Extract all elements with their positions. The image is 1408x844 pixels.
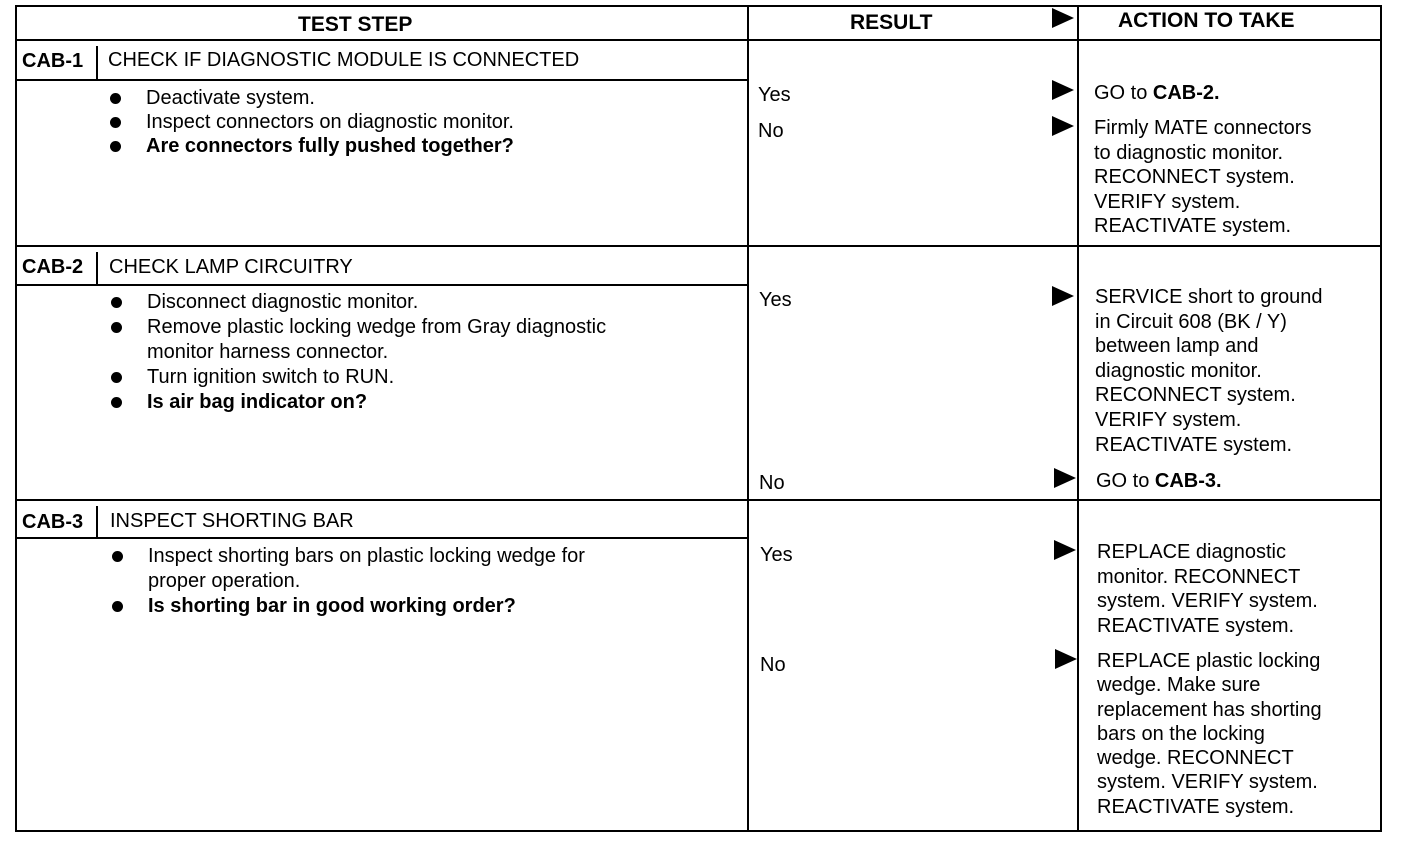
step-title-underline <box>15 79 747 81</box>
step-question: Is shorting bar in good working order? <box>148 595 516 617</box>
result-label: No <box>759 472 785 494</box>
step-title: INSPECT SHORTING BAR <box>110 510 354 532</box>
arrow-icon <box>1054 468 1076 488</box>
action-text: REPLACE plastic locking wedge. Make sure replacement has shorting bars on the locking wedge. RECONNECT system. VERIFY system. REACTIVATE system. <box>1097 650 1322 818</box>
header-divider <box>15 39 1382 41</box>
result-label: No <box>760 654 786 676</box>
step-question: Are connectors fully pushed together? <box>146 135 514 157</box>
step-instruction: Remove plastic locking wedge from Gray diagnostic monitor harness connector. <box>147 316 607 363</box>
step-id-separator <box>96 46 98 80</box>
row-divider-cab2 <box>15 499 1382 501</box>
step-title: CHECK LAMP CIRCUITRY <box>109 256 353 278</box>
step-instruction: Disconnect diagnostic monitor. <box>147 291 419 313</box>
arrow-icon <box>1052 116 1074 136</box>
step-instruction: Inspect connectors on diagnostic monitor. <box>146 111 514 133</box>
action-text: GO to CAB-2. <box>1094 82 1220 104</box>
bullet-icon <box>110 117 121 128</box>
result-label: Yes <box>758 84 791 106</box>
step-question: Is air bag indicator on? <box>147 391 368 413</box>
bullet-icon <box>112 601 123 612</box>
action-text: SERVICE short to ground in Circuit 608 (BK / Y) between lamp and diagnostic monitor. RECONNECT system. VERIFY system. REACTIVATE system. <box>1095 286 1323 456</box>
header-action: ACTION TO TAKE <box>1118 9 1295 32</box>
arrow-icon <box>1055 649 1077 669</box>
header-result: RESULT <box>850 11 933 34</box>
result-label: No <box>758 120 784 142</box>
step-id: CAB-2 <box>22 256 84 278</box>
action-text: Firmly MATE connectors to diagnostic monitor. RECONNECT system. VERIFY system. REACTIVATE system. <box>1094 117 1312 237</box>
action-text: GO to CAB-3. <box>1096 470 1222 492</box>
result-label: Yes <box>759 289 792 311</box>
step-instruction: Inspect shorting bars on plastic locking wedge for proper operation. <box>148 545 585 592</box>
row-divider-cab1 <box>15 245 1382 247</box>
bullet-icon <box>111 397 122 408</box>
step-id: CAB-3 <box>22 511 84 533</box>
step-title: CHECK IF DIAGNOSTIC MODULE IS CONNECTED <box>108 49 580 71</box>
column-divider-test-result <box>747 5 749 832</box>
bullet-icon <box>111 322 122 333</box>
arrow-icon <box>1054 540 1076 560</box>
bullet-icon <box>111 297 122 308</box>
result-label: Yes <box>760 544 793 566</box>
step-id-separator <box>96 506 98 538</box>
bullet-icon <box>111 372 122 383</box>
step-title-underline <box>15 284 747 286</box>
step-instruction: Deactivate system. <box>146 87 315 109</box>
step-title-underline <box>15 537 747 539</box>
arrow-icon <box>1052 8 1074 28</box>
bullet-icon <box>110 93 121 104</box>
arrow-icon <box>1052 80 1074 100</box>
column-divider-result-action <box>1077 5 1079 832</box>
arrow-icon <box>1052 286 1074 306</box>
action-text: REPLACE diagnostic monitor. RECONNECT system. VERIFY system. REACTIVATE system. <box>1097 541 1318 637</box>
step-id: CAB-1 <box>22 50 84 72</box>
bullet-icon <box>110 141 121 152</box>
header-test-step: TEST STEP <box>298 13 413 36</box>
step-instruction: Turn ignition switch to RUN. <box>147 366 395 388</box>
bullet-icon <box>112 551 123 562</box>
step-id-separator <box>96 252 98 285</box>
